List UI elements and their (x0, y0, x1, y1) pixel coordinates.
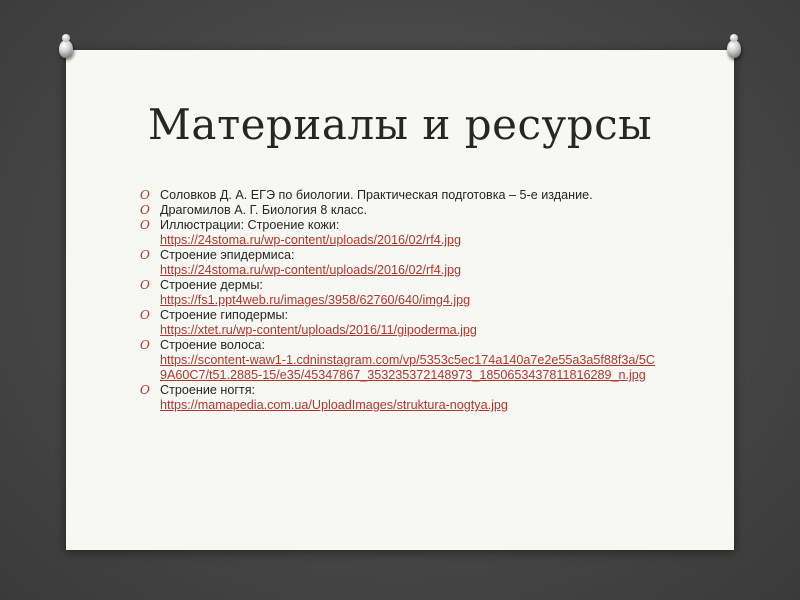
resource-text: Иллюстрации: Строение кожи: (160, 218, 340, 232)
pushpin-icon (727, 40, 741, 58)
resource-text: Строение ногтя: (160, 383, 256, 397)
resource-text: Строение эпидермиса: (160, 248, 295, 262)
bullet-icon: O (140, 338, 150, 352)
resource-link[interactable]: https://mamapedia.com.ua/UploadImages/struktura-nogtya.jpg (160, 398, 508, 412)
bullet-icon: O (140, 308, 150, 322)
resource-link[interactable]: https://24stoma.ru/wp-content/uploads/2016/02/rf4.jpg (160, 233, 462, 247)
list-item (140, 338, 660, 383)
resource-link[interactable]: https://fs1.ppt4web.ru/images/3958/62760/640/img4.jpg (160, 293, 471, 307)
bullet-icon: O (140, 203, 150, 217)
bullet-icon: O (140, 278, 150, 292)
resource-text: Строение волоса: (160, 338, 265, 352)
list-item (140, 188, 660, 203)
pushpin-icon (59, 40, 73, 58)
bullet-icon: O (140, 188, 150, 202)
list-item (140, 248, 660, 278)
resource-link[interactable]: https://24stoma.ru/wp-content/uploads/2016/02/rf4.jpg (160, 263, 462, 277)
list-item (140, 308, 660, 338)
resource-link[interactable]: https://scontent-waw1-1.cdninstagram.com/vp/5353c5ec174a140a7e2e55a3a5f88f3a/5C9A60C7/t51.2885-15/e35/45347867_353235372148973_1850653437811816289_n.jpg (160, 353, 655, 382)
slide-title: Материалы и ресурсы (147, 100, 653, 149)
resource-text: Драгомилов А. Г. Биология 8 класс. (160, 203, 367, 217)
list-item (140, 278, 660, 308)
resource-text: Строение дермы: (160, 278, 263, 292)
bullet-icon: O (140, 248, 150, 262)
list-item (140, 383, 660, 413)
list-item (140, 218, 660, 248)
bullet-icon: O (140, 218, 150, 232)
list-item (140, 203, 660, 218)
bullet-icon: O (140, 383, 150, 397)
resource-text: Строение гиподермы: (160, 308, 289, 322)
resource-text: Соловков Д. А. ЕГЭ по биологии. Практическая подготовка – 5-е издание. (160, 188, 593, 202)
resource-list (140, 188, 660, 413)
resource-link[interactable]: https://xtet.ru/wp-content/uploads/2016/11/gipoderma.jpg (160, 323, 477, 337)
